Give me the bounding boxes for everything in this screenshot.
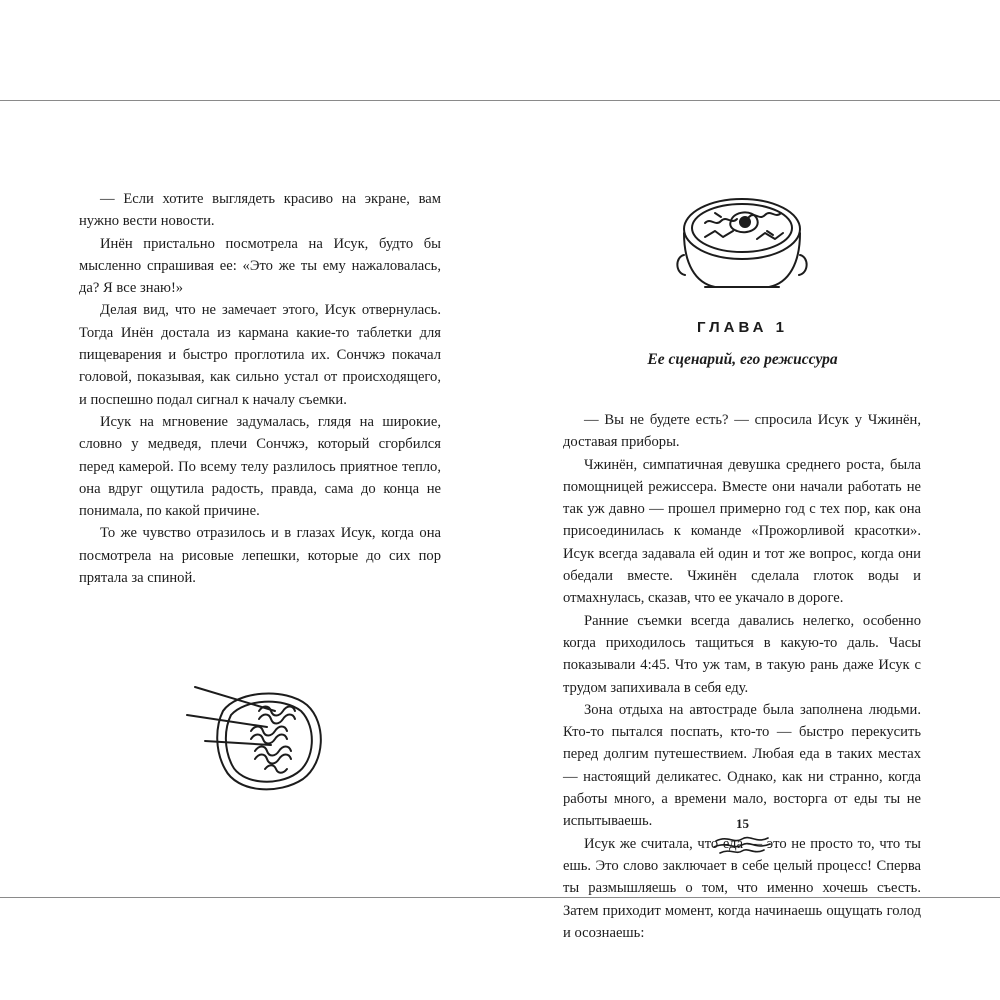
paragraph: — Вы не будете есть? — спросила Исук у Чжинён, доставая приборы. <box>563 412 921 451</box>
left-page-text <box>79 188 441 589</box>
paragraph: То же чувство отразилось и в глазах Исук, когда она посмотрела на рисовые лепешки, которые до сих пор прятала за спиной. <box>79 525 441 587</box>
paragraph: Инён пристально посмотрела на Исук, будто бы мысленно спрашивая ее: «Это же ты ему нажаловалась, да? Я все знаю!» <box>79 235 441 297</box>
paragraph: — Если хотите выглядеть красиво на экране, вам нужно вести новости. <box>79 191 441 230</box>
paragraph: Зона отдыха на автостраде была заполнена людьми. Кто-то пытался поспать, кто-то — быстро перекусить перед долгим путешествием. Любая еда в таких местах — настоящий деликатес. Однако, как ни странно, когда работы много, а времени мало, восторга от еды ты не испытываешь. <box>563 701 921 830</box>
paragraph: Исук на мгновение задумалась, глядя на широкие, словно у медведя, плечи Сончжэ, который сгорбился перед камерой. По всему телу разлилось приятное тепло, она вдруг ощутила радость, правда, сама до конца не понимала, по какой причине. <box>79 413 441 520</box>
left-page <box>0 101 500 897</box>
paragraph: Чжинён, симпатичная девушка среднего роста, была помощницей режиссера. Вместе они начали работать не так уж давно — прошел примерно год с тех пор, как она присоединилась к команде «Прожорливой красотки». Исук всегда задавала ей один и тот же вопрос, когда они обедали вместе. Чжинён сделала глоток воды и отмахнулась, сказав, что ее укачало в дороге. <box>563 456 921 607</box>
bibimbap-pot-icon <box>675 193 810 295</box>
paragraph: Ранние съемки всегда давались нелегко, особенно когда приходилось тащиться в какую-то даль. Часы показывали 4:45. Что уж там, в такую рань даже Исук с трудом запихивала в себя еду. <box>563 612 921 696</box>
wave-ornament-icon <box>712 834 772 856</box>
paragraph: Делая вид, что не замечает этого, Исук отвернулась. Тогда Инён достала из кармана какие-то таблетки для пищеварения и быстро проглотила их. Сончжэ покачал головой, показывая, как сильно устал от происходящего, и поспешно подал сигнал к началу съемки. <box>79 302 441 408</box>
paragraph: Исук же считала, что еда — это не просто то, что ты ешь. Это слово заключает в себе целый процесс! Сперва ты размышляешь о том, что именно хочешь съесть. Затем приходит момент, когда начинаешь ощущать голод и осознаешь: <box>563 835 921 941</box>
rice-cake-skewers-plate-icon <box>175 671 330 796</box>
right-page-text <box>563 409 921 944</box>
page-number: 15 <box>736 816 749 831</box>
right-page <box>500 101 1000 941</box>
chapter-label: ГЛАВА 1 <box>697 319 788 336</box>
book-spread <box>0 100 1000 941</box>
chapter-subtitle: Ее сценарий, его режиссура <box>647 351 838 368</box>
